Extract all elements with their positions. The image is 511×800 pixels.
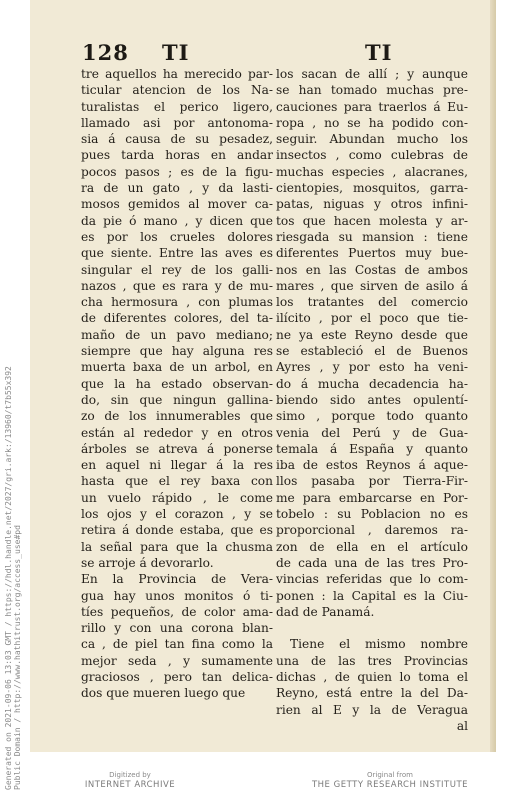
text-line: llamado asi por antonoma- xyxy=(81,115,273,130)
text-line: muchas especies , alacranes, xyxy=(276,164,468,179)
text-line: temala á España y quanto xyxy=(276,441,468,456)
text-line: rillo y con una corona blan- xyxy=(81,621,273,636)
text-line: se han tomado muchas pre- xyxy=(276,83,468,98)
text-line: riesgada su mansion : tiene xyxy=(276,229,468,244)
text-line: do á mucha decadencia ha- xyxy=(276,376,468,391)
text-line: iba de estos Reynos á aque- xyxy=(276,458,468,473)
text-line: mejor seda , y sumamente xyxy=(81,653,273,668)
text-line: muerta baxa de un arbol, en xyxy=(81,360,273,375)
text-line: vincias referidas que lo com- xyxy=(276,572,468,587)
text-line: rien al E y la de Veragua xyxy=(276,702,468,717)
hathitrust-watermark xyxy=(4,366,22,790)
text-line: pocos pasos ; es de la figu- xyxy=(81,164,273,179)
footer-digitized-label: Digitized by xyxy=(109,771,151,779)
text-line: pues tarda horas en andar xyxy=(81,148,273,163)
right-text-column xyxy=(276,66,468,734)
text-line: los ojos y el corazon , y se xyxy=(81,507,273,522)
text-line: ne ya este Reyno desde que xyxy=(276,327,468,342)
text-line xyxy=(276,620,468,636)
text-line: un vuelo rápido , le come xyxy=(81,490,273,505)
book-page xyxy=(30,0,496,752)
text-line: gua hay unos monitos ó ti- xyxy=(81,588,273,603)
text-line: siempre que hay alguna res xyxy=(81,344,273,359)
text-line: en aquel ni llegar á la res xyxy=(81,458,273,473)
text-line: ponen : la Capital es la Ciu- xyxy=(276,588,468,603)
text-line: dichas , de quien lo toma el xyxy=(276,669,468,684)
footer-original-from xyxy=(300,770,480,790)
watermark-line-2: Public Domain / http://www.hathitrust.org/access_use#pd xyxy=(13,525,22,790)
text-line: insectos , como culebras de xyxy=(276,148,468,163)
text-line: una de las tres Provincias xyxy=(276,653,468,668)
text-line: da pie ó mano , y dicen que xyxy=(81,213,273,228)
text-line: Reyno, está entre la del Da- xyxy=(276,686,468,701)
text-line: que la ha estado observan- xyxy=(81,376,273,391)
text-line: do, sin que ningun gallina- xyxy=(81,392,273,407)
text-line: venia del Perú y de Gua- xyxy=(276,425,468,440)
running-head-right: TI xyxy=(365,40,393,65)
text-line: tobelo : su Poblacion no es xyxy=(276,507,468,522)
text-line: graciosos , pero tan delica- xyxy=(81,669,273,684)
text-line: zon de ella en el artículo xyxy=(276,539,468,554)
text-line: singular el rey de los galli- xyxy=(81,262,273,277)
text-line: se estableció el de Buenos xyxy=(276,344,468,359)
text-line: mosos gemidos al mover ca- xyxy=(81,197,273,212)
text-line: En la Provincia de Vera- xyxy=(81,572,273,587)
text-line: hasta que el rey baxa con xyxy=(81,474,273,489)
text-line: la señal para que la chusma xyxy=(81,539,273,554)
text-line: patas, niguas y otros infini- xyxy=(276,197,468,212)
footer-digitized-by xyxy=(60,770,200,790)
text-line: nazos , que es rara y de mu- xyxy=(81,278,273,293)
text-line: los tratantes del comercio xyxy=(276,295,468,310)
text-line: ra de un gato , y da lasti- xyxy=(81,181,273,196)
footer-internet-archive: INTERNET ARCHIVE xyxy=(84,780,176,790)
text-line: tre aquellos ha merecido par- xyxy=(81,67,273,81)
text-line: se arroje á devorarlo. xyxy=(81,555,214,570)
text-line: tíes pequeños, de color ama- xyxy=(81,604,273,619)
text-line: mares , que sirven de asilo á xyxy=(276,278,468,293)
text-line: árboles se atreva á ponerse xyxy=(81,441,273,456)
text-line: cientopies, mosquitos, garra- xyxy=(276,181,468,196)
text-line: al xyxy=(456,718,468,733)
text-line: los sacan de allí ; y aunque xyxy=(276,67,468,81)
text-line: es por los crueles dolores xyxy=(81,229,273,244)
text-line: Tiene el mismo nombre xyxy=(290,637,468,652)
text-line: simo , porque todo quanto xyxy=(276,409,468,424)
text-line: dos que mueren luego que xyxy=(81,686,246,701)
text-line: dad de Panamá. xyxy=(276,604,375,619)
text-line: seguir. Abundan mucho los xyxy=(276,132,468,147)
text-line: biendo sido antes opulentí- xyxy=(276,392,468,407)
text-line: Ayres , y por esto ha veni- xyxy=(276,360,468,375)
text-line: de cada una de las tres Pro- xyxy=(276,555,468,570)
footer-getty: THE GETTY RESEARCH INSTITUTE xyxy=(311,780,469,790)
text-line: ca , de piel tan fina como la xyxy=(81,637,273,652)
text-line: ropa , no se ha podido con- xyxy=(276,115,468,130)
text-line: de diferentes colores, del ta- xyxy=(81,311,273,326)
running-head-left: TI xyxy=(162,40,190,65)
footer-original-label: Original from xyxy=(367,771,413,779)
text-line: maño de un pavo mediano; xyxy=(81,327,273,342)
page-edge xyxy=(490,0,496,752)
text-line: sia á causa de su pesadez, xyxy=(81,132,273,147)
text-line: cauciones para traerlos á Eu- xyxy=(276,99,468,114)
text-line: ilícito , por el poco que tie- xyxy=(276,311,468,326)
text-line: cha hermosura , con plumas xyxy=(81,295,273,310)
text-line: llos pasaba por Tierra-Fir- xyxy=(276,474,468,489)
page-number: 128 xyxy=(82,40,129,65)
text-line: están al rededor y en otros xyxy=(81,425,273,440)
left-text-column xyxy=(81,66,273,702)
watermark-line-1: Generated on 2021-09-06 13:03 GMT / https://hdl.handle.net/2027/gri.ark:/13960/t7b55x392 xyxy=(4,366,13,790)
text-line: diferentes Puertos muy bue- xyxy=(276,246,468,261)
text-line: turalistas el perico ligero, xyxy=(81,99,273,114)
text-line: tos que hacen molesta y ar- xyxy=(276,213,468,228)
text-line: nos en las Costas de ambos xyxy=(276,262,468,277)
text-line: proporcional , daremos ra- xyxy=(276,523,468,538)
text-line: zo de los innumerables que xyxy=(81,409,273,424)
text-line: que siente. Entre las aves es xyxy=(81,246,273,261)
text-line: me para embarcarse en Por- xyxy=(276,490,468,505)
text-line: ticular atencion de los Na- xyxy=(81,83,273,98)
text-line: retira á donde estaba, que es xyxy=(81,523,273,538)
